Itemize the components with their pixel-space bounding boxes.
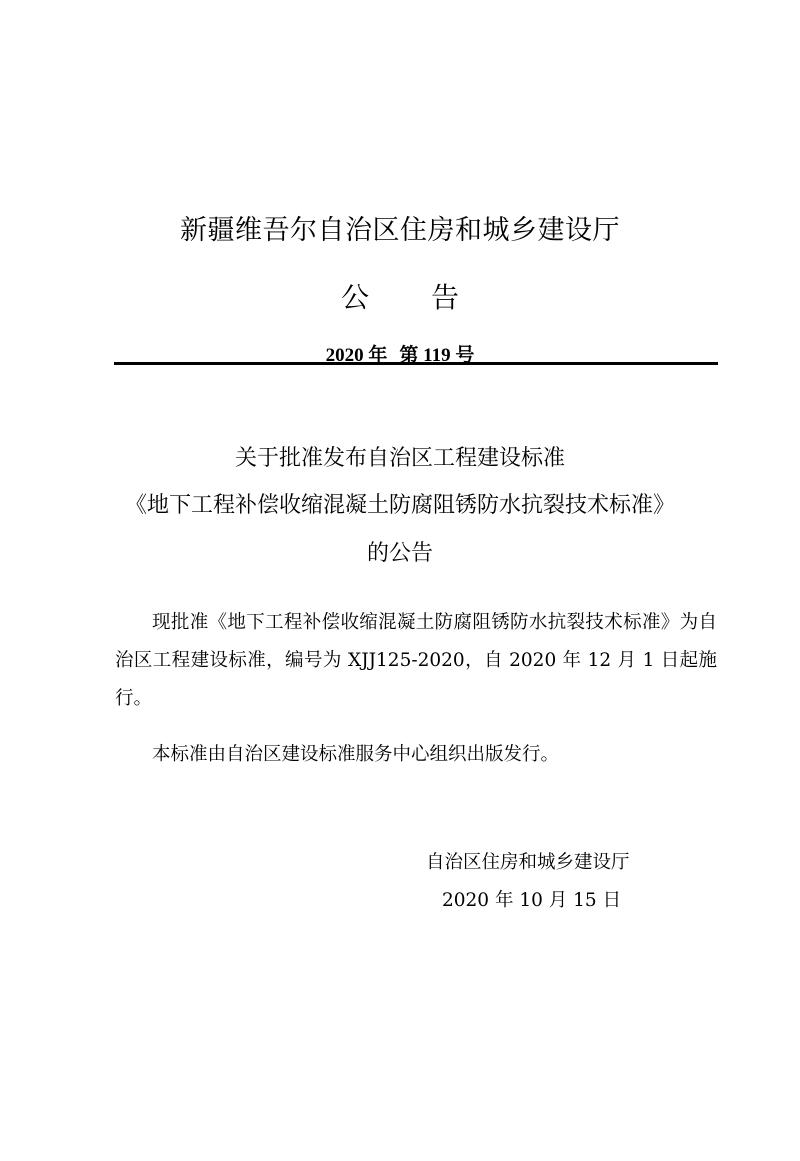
document-type-char-2: 告 xyxy=(431,281,460,314)
document-type-char-1: 公 xyxy=(340,281,369,314)
document-type xyxy=(0,276,800,316)
notice-title-line-1: 关于批准发布自治区工程建设标准 xyxy=(234,446,565,471)
notice-title-line-3: 的公告 xyxy=(366,541,433,566)
issuer-title: 新疆维吾尔自治区住房和城乡建设厅 xyxy=(180,215,620,246)
body-paragraph-1: 现批准《地下工程补偿收缩混凝土防腐阻锈防水抗裂技术标准》为自治区工程建设标准，编号为 XJJ125-2020，自 2020 年 12 月 1 日起施行。 xyxy=(115,612,717,709)
document-year: 2020 年 xyxy=(325,345,388,366)
signature-date: 2020 年 10 月 15 日 xyxy=(442,890,622,911)
header-divider xyxy=(114,362,718,365)
document-serial: 第 119 号 xyxy=(399,345,475,366)
signature-organization: 自治区住房和城乡建设厅 xyxy=(426,852,630,873)
notice-title-line-2: 《地下工程补偿收缩混凝土防腐阻锈防水抗裂技术标准》 xyxy=(124,493,675,518)
body-paragraph-2: 本标准由自治区建设标准服务中心组织出版发行。 xyxy=(152,744,560,765)
